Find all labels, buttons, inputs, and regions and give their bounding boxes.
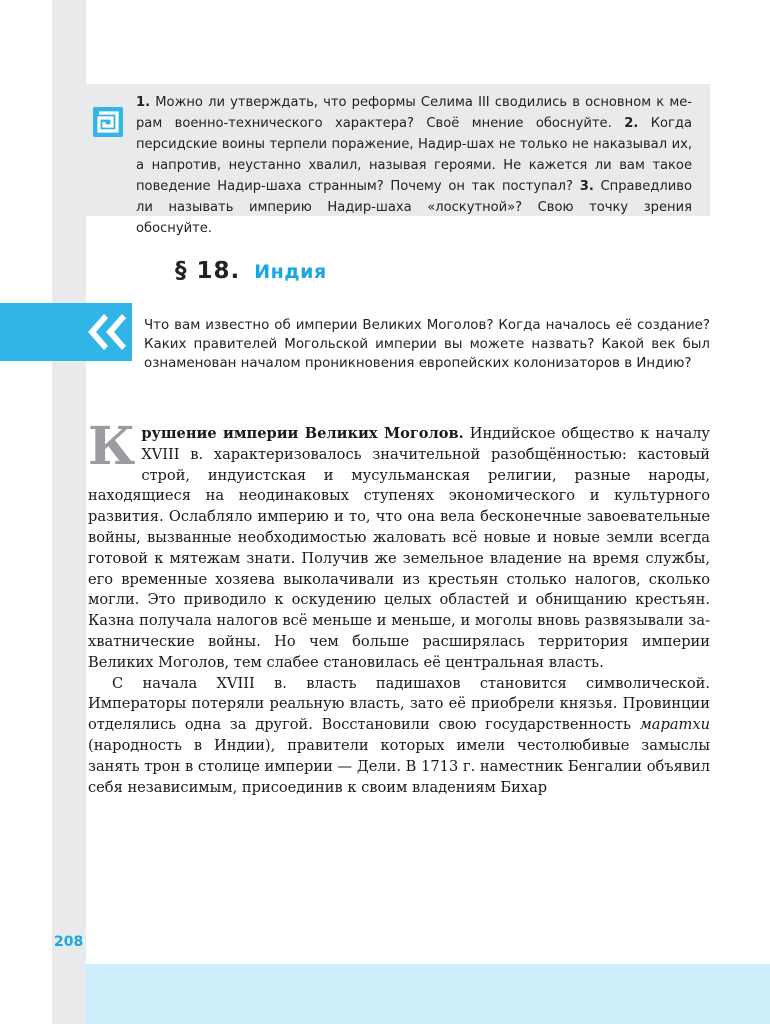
section-heading [175, 258, 327, 284]
paragraph-1-heading: рушение империи Великих Моголов. [141, 425, 464, 442]
intro-questions: Что вам известно об империи Великих Моголов? Когда началось её создание? Каких правителей Могольской империи вы можете назвать? Какой век был ознаменован началом проникновения европейских колонизаторов в Индию? [144, 318, 710, 371]
question-box-icon [92, 106, 124, 138]
section-title: Индия [254, 261, 327, 283]
section-number: § 18. [175, 258, 241, 284]
question-2-text: Когда персидские воины терпели поражение, Надир-шах не только не наказывал их, а напротив, неустанно хвалил, называя героями. Не кажется ли вам такое поведение Надир-шаха странным? Почему он так поступал? [136, 116, 692, 194]
page-number: 208 [54, 934, 84, 950]
question-1-number: 1. [136, 95, 151, 110]
question-1-text: Можно ли утверждать, что реформы Селима III сводились в основном к мерам военно-технического характера? Своё мнение обоснуйте. [136, 95, 692, 131]
drop-cap: К [88, 416, 136, 477]
double-chevron-left-icon [84, 312, 128, 352]
paragraph-2-italic-term: маратхи [639, 716, 710, 734]
main-text [88, 416, 710, 798]
paragraph-2-text-a: С начала XVIII в. власть падишахов становится символической. Императоры потеряли реальную власть, зато её приобрели князья. Провинции отделялись одна за другой. Восстановили свою государственность [88, 674, 710, 734]
paragraph-2 [88, 674, 710, 799]
question-3-text: Справедливо ли называть империю Надир-шаха «лоскутной»? Свою точку зрения обоснуйте. [136, 179, 692, 236]
page-margin-strip [52, 0, 86, 1024]
paragraph-1 [88, 416, 710, 674]
paragraph-2-text-b: (народность в Индии), правители которых имели честолюбивые замыслы занять трон в столице империи — Дели. В 1713 г. наместник Бенгалии объявил себя независимым, присоединив к своим владениям Бихар [88, 736, 710, 796]
question-2-number: 2. [624, 116, 639, 131]
question-3-number: 3. [579, 179, 594, 194]
paragraph-1-text: Индийское общество к началу XVIII в. характеризовалось значительной разобщённостью: кастовый строй, индуистская и мусульманская религии, разные народы, находящиеся на неодинаковых ступенях экономического и культурного развития. Ослабляло империю и то, что она вела бесконечные завоевательные войны, вызванные необходимостью жаловать всё новые и новые земли всегда готовой к мятежам знати. Получив же земельное владение на время службы, его временные хозяева выколачивали из крестьян столько налогов, сколько могли. Это приводило к оскудению целых областей и обнищанию крестьян. Казна получала налогов всё меньше и меньше, и моголы вновь развязывали захватнические войны. Но чем больше расширялась территория империи Великих Моголов, тем слабее становилась её центральная власть. [88, 425, 710, 671]
review-questions [136, 92, 692, 239]
bottom-band [86, 964, 770, 1024]
